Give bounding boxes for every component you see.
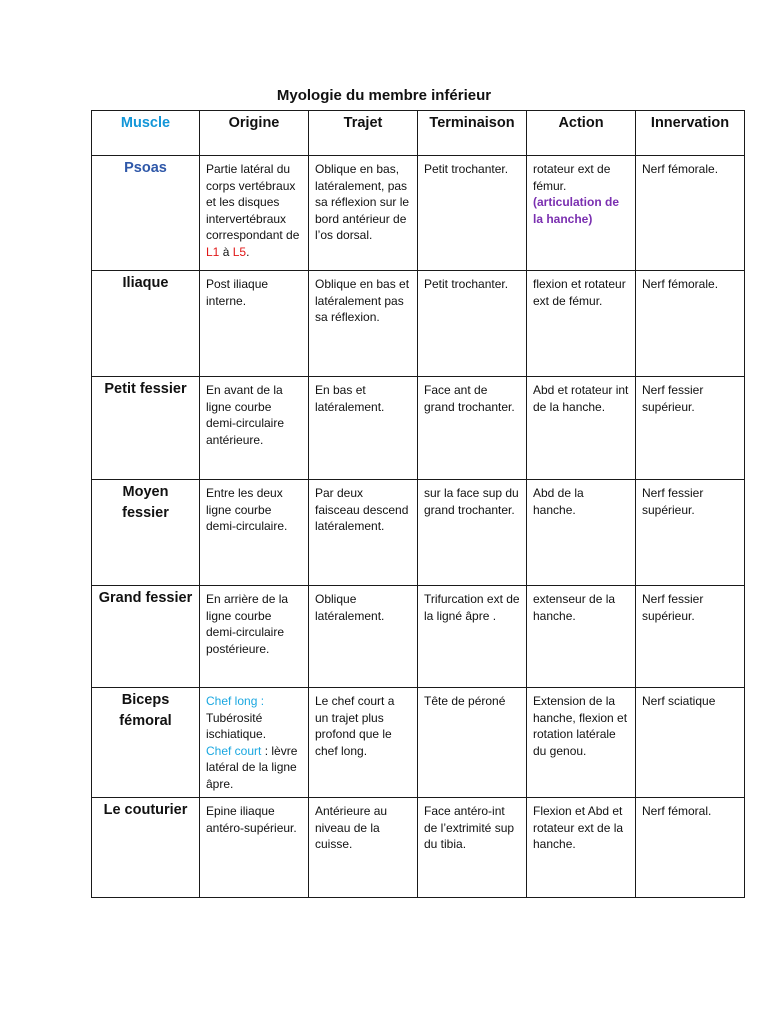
table-row <box>92 688 745 798</box>
origine-cell: Entre les deux ligne courbe demi-circulaire. <box>200 480 309 586</box>
muscle-name: Psoas <box>92 156 200 271</box>
trajet-cell: Le chef court a un trajet plus profond que le chef long. <box>309 688 418 798</box>
trajet-cell: Antérieure au niveau de la cuisse. <box>309 798 418 898</box>
header-trajet: Trajet <box>309 111 418 156</box>
document-title: Myologie du membre inférieur <box>276 87 492 104</box>
table-row <box>92 377 745 480</box>
trajet-cell: Par deux faisceau descend latéralement. <box>309 480 418 586</box>
terminaison-cell: Petit trochanter. <box>418 156 527 271</box>
table-header-row <box>92 111 745 156</box>
muscle-name: Grand fessier <box>92 586 200 688</box>
origine-connector: à <box>219 244 233 259</box>
terminaison-cell: Trifurcation ext de la ligné âpre . <box>418 586 527 688</box>
innervation-cell: Nerf fémoral. <box>636 798 745 898</box>
innervation-cell: Nerf fessier supérieur. <box>636 377 745 480</box>
trajet-cell: Oblique en bas, latéralement, pas sa réflexion sur le bord antérieur de l’os dorsal. <box>309 156 418 271</box>
origine-cell: Epine iliaque antéro-supérieur. <box>200 798 309 898</box>
header-terminaison: Terminaison <box>418 111 527 156</box>
chef-long-text: Tubérosité ischiatique. <box>206 710 267 741</box>
innervation-cell: Nerf fessier supérieur. <box>636 480 745 586</box>
action-cell <box>527 156 636 271</box>
table-row <box>92 271 745 377</box>
terminaison-cell: Face ant de grand trochanter. <box>418 377 527 480</box>
action-cell: extenseur de la hanche. <box>527 586 636 688</box>
muscle-name: Le couturier <box>92 798 200 898</box>
action-cell: Abd de la hanche. <box>527 480 636 586</box>
innervation-cell: Nerf fessier supérieur. <box>636 586 745 688</box>
terminaison-cell: Face antéro-int de l’extrimité sup du tibia. <box>418 798 527 898</box>
vertebra-l1: L1 <box>206 244 220 259</box>
action-text: rotateur ext de fémur. <box>533 162 611 193</box>
chef-court-text: : lèvre latéral de la ligne âpre. <box>206 743 298 791</box>
innervation-cell: Nerf fémorale. <box>636 271 745 377</box>
trajet-cell: Oblique latéralement. <box>309 586 418 688</box>
terminaison-cell: Tête de péroné <box>418 688 527 798</box>
terminaison-cell: sur la face sup du grand trochanter. <box>418 480 527 586</box>
origine-cell: En avant de la ligne courbe demi-circulaire antérieure. <box>200 377 309 480</box>
table-row <box>92 798 745 898</box>
origine-cell: En arrière de la ligne courbe demi-circulaire postérieure. <box>200 586 309 688</box>
table-row <box>92 156 745 271</box>
origine-cell <box>200 688 309 798</box>
vertebra-l5: L5 <box>232 244 247 259</box>
terminaison-cell: Petit trochanter. <box>418 271 527 377</box>
myology-table <box>91 110 745 898</box>
innervation-cell: Nerf fémorale. <box>636 156 745 271</box>
muscle-name: Moyen fessier <box>92 480 200 586</box>
chef-long-label: Chef long : <box>206 694 265 708</box>
muscle-name: Petit fessier <box>92 377 200 480</box>
table-row <box>92 480 745 586</box>
muscle-name: Biceps fémoral <box>92 688 200 798</box>
table-row <box>92 586 745 688</box>
action-note: (articulation de la hanche) <box>533 195 620 226</box>
header-innervation: Innervation <box>636 111 745 156</box>
trajet-cell: En bas et latéralement. <box>309 377 418 480</box>
innervation-cell: Nerf sciatique <box>636 688 745 798</box>
origine-cell <box>200 156 309 271</box>
trajet-cell: Oblique en bas et latéralement pas sa réflexion. <box>309 271 418 377</box>
action-cell: Flexion et Abd et rotateur ext de la hanche. <box>527 798 636 898</box>
muscle-name: Iliaque <box>92 271 200 377</box>
header-origine: Origine <box>200 111 309 156</box>
action-cell: Extension de la hanche, flexion et rotation latérale du genou. <box>527 688 636 798</box>
origine-cell: Post iliaque interne. <box>200 271 309 377</box>
action-cell: flexion et rotateur ext de fémur. <box>527 271 636 377</box>
origine-text: Partie latéral du corps vertébraux et les disques intervertébraux correspondant de <box>206 162 300 242</box>
chef-court-label: Chef court <box>206 743 262 758</box>
action-cell: Abd et rotateur int de la hanche. <box>527 377 636 480</box>
header-muscle: Muscle <box>92 111 200 156</box>
origine-end: . <box>246 244 250 259</box>
header-action: Action <box>527 111 636 156</box>
